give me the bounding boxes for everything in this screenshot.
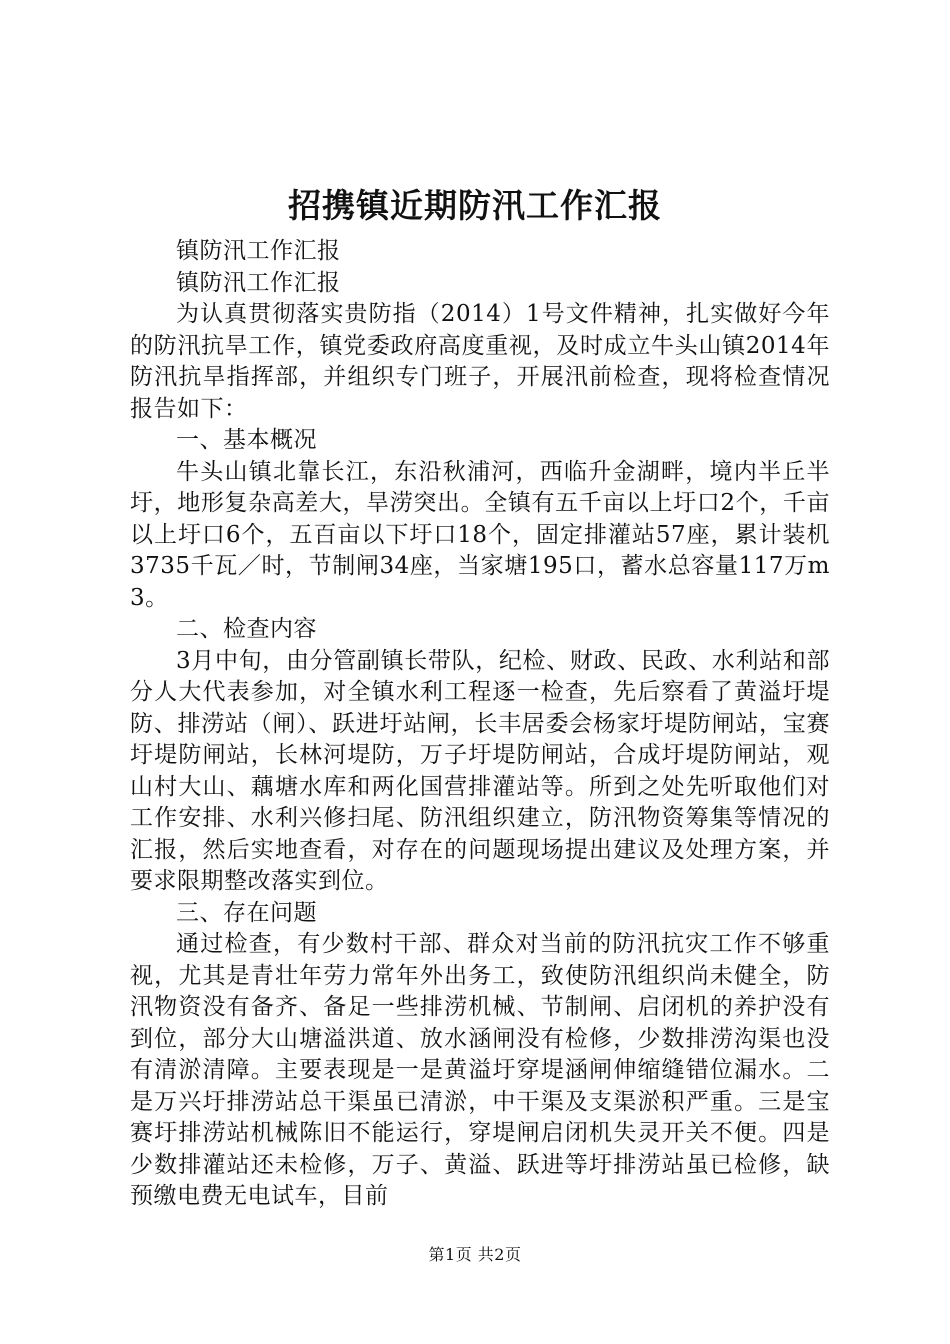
section-heading-overview: 一、基本概况 bbox=[176, 427, 317, 453]
section-heading-problems: 三、存在问题 bbox=[176, 899, 317, 926]
page-number-footer: 第1页 共2页 bbox=[428, 1245, 522, 1264]
section-paragraph-overview: 牛头山镇北靠长江，东沿秋浦河，西临升金湖畔，境内半丘半圩，地形复杂高差大，旱涝突出。全镇有五千亩以上圩口2个，千亩以上圩口6个，五百亩以下圩口18个，固定排灌站57座，累计装机3735千瓦／时，节制闸34座，当家塘195口，蓄水总容量117万m3。 bbox=[130, 458, 830, 611]
intro-paragraph: 为认真贯彻落实贵防指（2014）1号文件精神，扎实做好今年的防汛抗旱工作，镇党委政府高度重视，及时成立牛头山镇2014年防汛抗旱指挥部，并组织专门班子，开展汛前检查，现将检查情况报告如下： bbox=[130, 301, 830, 422]
subtitle-line-1: 镇防汛工作汇报 bbox=[176, 238, 341, 264]
section-heading-inspection: 二、检查内容 bbox=[176, 616, 317, 642]
document-body bbox=[130, 236, 830, 1213]
section-paragraph-problems: 通过检查，有少数村干部、群众对当前的防汛抗灾工作不够重视，尤其是青壮年劳力常年外出务工，致使防汛组织尚未健全，防汛物资没有备齐、备足一些排涝机械、节制闸、启闭机的养护没有到位，部分大山塘溢洪道、放水涵闸没有检修，少数排涝沟渠也没有清淤清障。主要表现是一是黄溢圩穿堤涵闸伸缩缝错位漏水。二是万兴圩排涝站总干渠虽已清淤，中干渠及支渠淤积严重。三是宝赛圩排涝站机械陈旧不能运行，穿堤闸启闭机失灵开关不便。四是少数排灌站还未检修，万子、黄溢、跃进等圩排涝站虽已检修，缺预缴电费无电试车，目前 bbox=[130, 931, 830, 1209]
section-paragraph-inspection: 3月中旬，由分管副镇长带队，纪检、财政、民政、水利站和部分人大代表参加，对全镇水利工程逐一检查，先后察看了黄溢圩堤防、排涝站（闸）、跃进圩站闸，长丰居委会杨家圩堤防闸站，宝赛圩堤防闸站，长林河堤防，万子圩堤防闸站，合成圩堤防闸站，观山村大山、藕塘水库和两化国营排灌站等。所到之处先听取他们对工作安排、水利兴修扫尾、防汛组织建立，防汛物资筹集等情况的汇报，然后实地查看，对存在的问题现场提出建议及处理方案，并要求限期整改落实到位。 bbox=[130, 647, 830, 894]
subtitle-line-2: 镇防汛工作汇报 bbox=[176, 269, 341, 296]
document-title: 招携镇近期防汛工作汇报 bbox=[288, 186, 662, 225]
